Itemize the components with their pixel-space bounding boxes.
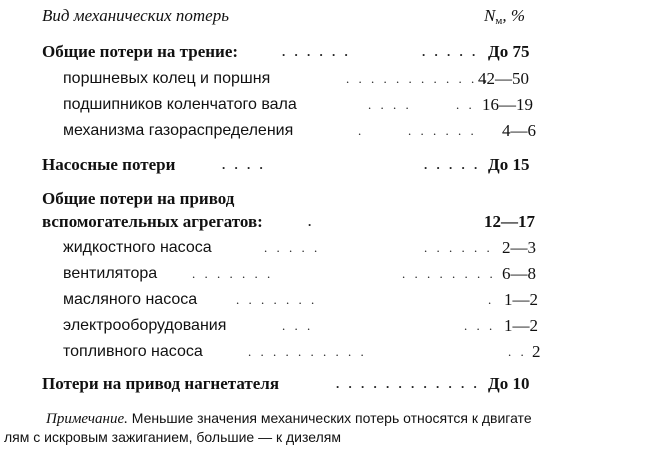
table-row <box>0 236 560 260</box>
table-row <box>0 40 560 64</box>
table-row <box>0 372 560 396</box>
unit-symbol: N <box>484 6 496 25</box>
table-row <box>0 210 560 234</box>
row-value: До 75 <box>488 42 530 61</box>
table-row <box>0 262 560 286</box>
row-label: подшипников коленчатого вала <box>63 96 297 113</box>
row-value: 4—6 <box>502 121 536 140</box>
row-label: электрооборудования <box>63 317 227 334</box>
leader-dots: . . . . . . <box>424 240 493 255</box>
unit-suffix: , % <box>502 6 525 25</box>
leader-dots: . . . . . . . <box>192 266 274 281</box>
leader-dots: . . . . . . <box>408 123 477 138</box>
table-row <box>0 119 560 143</box>
leader-dots: . . <box>508 344 527 359</box>
footnote-text-1: Меньшие значения механических потерь относятся к двигате <box>127 410 532 426</box>
column-header-unit <box>484 6 525 27</box>
leader-dots: . <box>488 292 495 307</box>
leader-dots: . . . . . . . <box>236 292 318 307</box>
leader-dots: . . . . . <box>422 44 479 59</box>
row-label: Общие потери на привод <box>42 189 235 208</box>
leader-dots: . <box>308 214 315 229</box>
leader-dots: . . <box>456 97 475 112</box>
footnote-line-1 <box>4 409 660 428</box>
row-label: механизма газораспределения <box>63 122 294 139</box>
row-value: 2 <box>532 342 541 361</box>
row-value: 12—17 <box>484 212 535 231</box>
unit-subscript: м <box>495 15 503 27</box>
row-value: 42—50 <box>478 69 529 88</box>
table-row <box>0 340 560 364</box>
leader-dots: . . . . . . <box>282 44 351 59</box>
table-row <box>0 67 560 91</box>
leader-dots: . . . . . <box>264 240 321 255</box>
row-label: вспомогательных агрегатов: <box>42 212 263 231</box>
row-label: Общие потери на трение: <box>42 42 239 61</box>
row-value: 1—2 <box>504 290 538 309</box>
table-row <box>0 288 560 312</box>
leader-dots: . . . . . . . . . . <box>248 344 367 359</box>
row-label: жидкостного насоса <box>63 239 212 256</box>
row-value: 16—19 <box>482 95 533 114</box>
table-row <box>0 93 560 117</box>
leader-dots: . . . . <box>222 157 266 172</box>
column-header-loss-type: Вид механических потерь <box>42 6 229 25</box>
leader-dots: . . . . . . . . . . . . <box>336 376 480 391</box>
row-value: 2—3 <box>502 238 536 257</box>
footnote-line-2: лям с искровым зажиганием, большие — к дизелям <box>4 429 341 445</box>
footnote-label: Примечание. <box>46 411 128 427</box>
row-label: масляного насоса <box>63 291 198 308</box>
row-label: Потери на привод нагнетателя <box>42 374 280 393</box>
leader-dots: . <box>358 123 365 138</box>
row-label: топливного насоса <box>63 343 203 360</box>
row-value: 6—8 <box>502 264 536 283</box>
leader-dots: . . . . . . . . . . . . <box>346 71 490 86</box>
row-label: вентилятора <box>63 265 158 282</box>
row-value: 1—2 <box>504 316 538 335</box>
leader-dots: . . . <box>282 318 314 333</box>
footnote <box>4 409 660 446</box>
table-row <box>0 314 560 338</box>
leader-dots: . . . . . <box>424 157 481 172</box>
table-row <box>0 153 560 177</box>
table-row <box>0 187 560 211</box>
row-value: До 10 <box>488 374 530 393</box>
leader-dots: . . . . <box>368 97 412 112</box>
row-label: Насосные потери <box>42 155 176 174</box>
leader-dots: . . . . . . . . <box>402 266 496 281</box>
leader-dots: . . . <box>464 318 496 333</box>
row-value: До 15 <box>488 155 530 174</box>
row-label: поршневых колец и поршня <box>63 70 271 87</box>
